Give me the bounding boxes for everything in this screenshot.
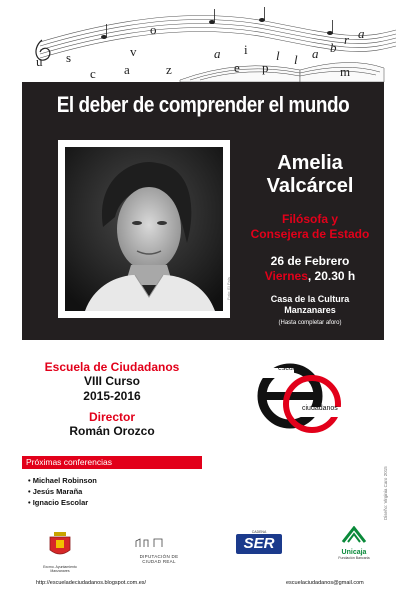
school-name: Escuela de Ciudadanos — [44, 360, 180, 374]
ser-wordmark: SER — [236, 534, 282, 554]
speaker-role — [236, 212, 384, 242]
ayuntamiento-logo — [40, 530, 80, 573]
unicaja-subtitle: Fundación Bancaria — [338, 556, 370, 560]
speaker-name — [236, 152, 384, 198]
role-line-1: Filósofa y — [281, 212, 338, 226]
event-date — [236, 254, 384, 284]
deco-letter: m — [340, 64, 351, 79]
deco-letter: r — [344, 32, 350, 47]
deco-letter: p — [262, 60, 269, 75]
next-conferences-list — [28, 475, 97, 508]
venue-line-1: Casa de la Cultura — [270, 294, 350, 304]
unicaja-logo — [332, 526, 376, 560]
director-label: Director — [88, 410, 135, 424]
logo-word-ciudadanos: ciudadanos — [302, 405, 338, 412]
email-link[interactable]: escuelaciudadanos@gmail.com — [286, 580, 364, 586]
course-years: 2015-2016 — [83, 389, 141, 403]
diputacion-logo — [132, 536, 186, 564]
director-name: Román Orozco — [69, 424, 155, 438]
diputacion-emblem-icon — [132, 537, 186, 549]
venue-line-2: Manzanares — [284, 305, 336, 315]
speaker-last-name: Valcárcel — [266, 175, 354, 197]
diputacion-name: DIPUTACIÓN DE CIUDAD REAL — [139, 554, 179, 564]
photo-credit: Foto: El País — [226, 277, 231, 300]
cadena-ser-logo — [236, 530, 282, 554]
deco-letter: z — [166, 62, 172, 77]
venue-note: (Hasta completar aforo) — [278, 320, 342, 326]
school-info — [22, 360, 202, 439]
date-line: 26 de Febrero — [270, 254, 350, 268]
deco-letter: l — [276, 48, 280, 63]
event-venue — [236, 294, 384, 329]
list-item: • Michael Robinson — [28, 475, 97, 486]
unicaja-symbol-icon — [341, 526, 367, 544]
deco-letter: b — [330, 40, 337, 55]
deco-letter: s — [66, 50, 72, 65]
deco-letter: u — [36, 54, 43, 69]
role-line-2: Consejera de Estado — [250, 227, 370, 241]
list-item: • Ignacio Escolar — [28, 497, 97, 508]
design-credit: Diseño: Virginia Caro 2015 — [383, 466, 388, 520]
ayuntamiento-name: Excmo. Ayuntamiento Manzanares — [43, 565, 77, 573]
deco-letter: l — [294, 52, 298, 67]
speaker-first-name: Amelia — [277, 152, 343, 174]
deco-letter: a — [214, 46, 221, 61]
event-day: Viernes — [264, 269, 308, 283]
deco-letter: i — [244, 42, 248, 57]
speaker-photo — [65, 147, 223, 311]
ser-caption: CADENA — [251, 530, 267, 534]
unicaja-name: Unicaja — [341, 549, 367, 556]
deco-letter: o — [150, 22, 157, 37]
deco-letter: e — [234, 60, 240, 75]
deco-letter: v — [130, 44, 137, 59]
coat-of-arms-icon — [40, 530, 80, 560]
blog-link[interactable]: http://escueladeciudadanos.blogspot.com.es/ — [36, 580, 147, 586]
event-time: , 20.30 h — [307, 269, 356, 283]
deco-letter: c — [90, 66, 96, 81]
time-line — [236, 269, 384, 284]
deco-letter: a — [312, 46, 319, 61]
logo-word-escuela: escuela — [278, 365, 303, 372]
event-title: El deber de comprender el mundo — [56, 92, 350, 117]
list-item: • Jesús Maraña — [28, 486, 97, 497]
next-conferences-label: Próximas conferencias — [26, 457, 112, 467]
deco-letter: a — [124, 62, 130, 77]
deco-letter: a — [358, 26, 365, 41]
decorative-header — [0, 0, 406, 82]
course-number: VIII Curso — [83, 374, 140, 388]
